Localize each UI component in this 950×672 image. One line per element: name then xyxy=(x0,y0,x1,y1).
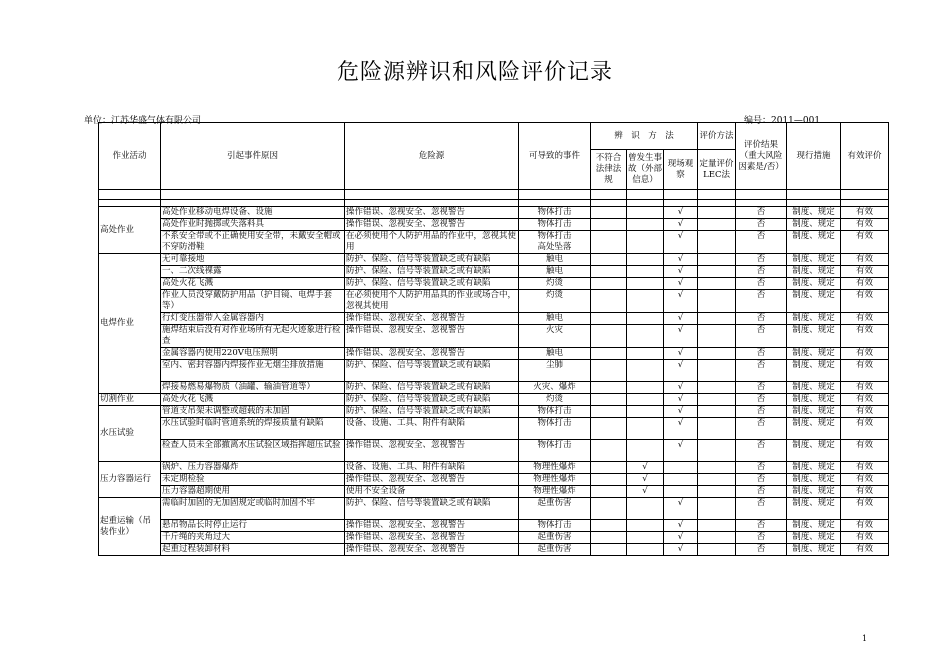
empty-cell xyxy=(698,406,736,418)
activity-cell: 高处作业 xyxy=(99,207,161,254)
empty-cell xyxy=(627,418,664,440)
measure-cell: 制度、规定 xyxy=(787,266,841,278)
measure-cell: 制度、规定 xyxy=(787,382,841,394)
empty-cell xyxy=(627,348,664,360)
hazard-cell: 操作错误、忽视安全、忽视警告 xyxy=(345,440,519,462)
eval-cell: 有效 xyxy=(841,532,889,544)
measure-cell: 制度、规定 xyxy=(787,406,841,418)
event-cell: 触电 xyxy=(519,266,591,278)
eval-cell: 有效 xyxy=(841,360,889,382)
measure-cell: 制度、规定 xyxy=(787,544,841,556)
hazard-cell: 操作错误、忽视安全、忽视警告 xyxy=(345,520,519,532)
measure-cell: 制度、规定 xyxy=(787,474,841,486)
cause-cell: 行灯变压器带入金属容器内 xyxy=(161,313,345,325)
hazard-cell: 在必须使用个人防护用品具的作业或场合中，忽视其使用 xyxy=(345,290,519,313)
empty-cell xyxy=(591,520,627,532)
event-cell: 物体打击 xyxy=(519,418,591,440)
cause-cell: 锅炉、压力容器爆炸 xyxy=(161,462,345,474)
cause-cell: 焊接易燃易爆物质（油罐、输油管道等） xyxy=(161,382,345,394)
result-cell: 否 xyxy=(736,278,787,290)
activity-cell: 水压试验 xyxy=(99,406,161,462)
check-mark: √ xyxy=(664,360,698,382)
cause-cell: 不系安全带或不正确使用安全带，未戴安全帽或不穿防滑鞋 xyxy=(161,231,345,254)
table-row xyxy=(99,313,889,325)
empty-cell xyxy=(591,207,627,219)
result-cell: 否 xyxy=(736,266,787,278)
result-cell: 否 xyxy=(736,313,787,325)
cause-cell: 未定期检验 xyxy=(161,474,345,486)
header-lec: 定量评价LEC法 xyxy=(698,150,736,190)
table-row xyxy=(99,440,889,462)
hazard-cell: 操作错误、忽视安全、忽视警告 xyxy=(345,325,519,348)
empty-cell xyxy=(698,325,736,348)
check-mark: √ xyxy=(664,440,698,462)
empty-cell xyxy=(591,440,627,462)
result-cell: 否 xyxy=(736,254,787,266)
empty-cell xyxy=(627,394,664,406)
empty-cell xyxy=(591,474,627,486)
event-cell: 灼烫 xyxy=(519,394,591,406)
hazard-cell: 操作错误、忽视安全、忽视警告 xyxy=(345,544,519,556)
result-cell: 否 xyxy=(736,231,787,254)
check-mark: √ xyxy=(664,418,698,440)
eval-cell: 有效 xyxy=(841,207,889,219)
result-cell: 否 xyxy=(736,440,787,462)
result-cell: 否 xyxy=(736,544,787,556)
event-cell: 尘肺 xyxy=(519,360,591,382)
check-mark: √ xyxy=(664,207,698,219)
eval-cell: 有效 xyxy=(841,290,889,313)
result-cell: 否 xyxy=(736,474,787,486)
hazard-cell: 操作错误、忽视安全、忽视警告 xyxy=(345,348,519,360)
table-row xyxy=(99,544,889,556)
event-cell: 物理性爆炸 xyxy=(519,462,591,474)
cause-cell: 施焊结束后没有对作业场所有无起火迹象进行检查 xyxy=(161,325,345,348)
header-method: 评价方法 xyxy=(698,123,736,150)
check-mark: √ xyxy=(664,266,698,278)
cause-cell: 管道支吊架未调整或超载的未加固 xyxy=(161,406,345,418)
header-activity: 作业活动 xyxy=(99,123,161,190)
activity-cell: 压力容器运行 xyxy=(99,462,161,498)
event-cell: 物体打击 xyxy=(519,219,591,231)
cause-cell: 高处作业时抛掷或失落料具 xyxy=(161,219,345,231)
measure-cell: 制度、规定 xyxy=(787,348,841,360)
check-mark: √ xyxy=(664,219,698,231)
hazard-cell: 防护、保险、信号等装置缺乏或有缺陷 xyxy=(345,394,519,406)
empty-cell xyxy=(698,486,736,498)
eval-cell: 有效 xyxy=(841,406,889,418)
eval-cell: 有效 xyxy=(841,382,889,394)
event-cell: 物理性爆炸 xyxy=(519,474,591,486)
document-number: 编号：2011—001 xyxy=(744,116,821,126)
hazard-cell: 操作错误、忽视安全、忽视警告 xyxy=(345,207,519,219)
hazard-cell: 操作错误、忽视安全、忽视警告 xyxy=(345,474,519,486)
cause-cell: 高处作业移动电焊设备、设施 xyxy=(161,207,345,219)
result-cell: 否 xyxy=(736,486,787,498)
check-mark: √ xyxy=(664,520,698,532)
table-row xyxy=(99,231,889,254)
table-row xyxy=(99,394,889,406)
check-mark: √ xyxy=(664,498,698,520)
empty-cell xyxy=(698,219,736,231)
empty-cell xyxy=(591,254,627,266)
event-cell: 物体打击 xyxy=(519,440,591,462)
table-row xyxy=(99,418,889,440)
check-mark: √ xyxy=(664,278,698,290)
hazard-cell: 设备、设施、工具、附件有缺陷 xyxy=(345,462,519,474)
hazard-cell: 防护、保险、信号等装置缺乏或有缺陷 xyxy=(345,278,519,290)
check-mark: √ xyxy=(664,394,698,406)
check-mark: √ xyxy=(664,325,698,348)
hazard-cell: 操作错误、忽视安全、忽视警告 xyxy=(345,313,519,325)
eval-cell: 有效 xyxy=(841,394,889,406)
table-row xyxy=(99,462,889,474)
table-body xyxy=(99,207,889,556)
unit-label: 单位：江苏华盛气体有限公司 xyxy=(84,116,202,126)
eval-cell: 有效 xyxy=(841,418,889,440)
measure-cell: 制度、规定 xyxy=(787,278,841,290)
table-row xyxy=(99,406,889,418)
check-mark: √ xyxy=(664,348,698,360)
result-cell: 否 xyxy=(736,325,787,348)
eval-cell: 有效 xyxy=(841,486,889,498)
empty-cell xyxy=(698,231,736,254)
result-cell: 否 xyxy=(736,394,787,406)
eval-cell: 有效 xyxy=(841,231,889,254)
measure-cell: 制度、规定 xyxy=(787,325,841,348)
empty-cell xyxy=(591,325,627,348)
event-cell: 触电 xyxy=(519,254,591,266)
check-mark: √ xyxy=(664,313,698,325)
cause-cell: 压力容器超期使用 xyxy=(161,486,345,498)
measure-cell: 制度、规定 xyxy=(787,520,841,532)
empty-cell xyxy=(664,474,698,486)
empty-cell xyxy=(591,266,627,278)
result-cell: 否 xyxy=(736,520,787,532)
event-cell: 物体打击 xyxy=(519,207,591,219)
empty-cell xyxy=(627,382,664,394)
event-cell: 火灾 xyxy=(519,325,591,348)
header-hazard: 危险源 xyxy=(345,123,519,190)
empty-cell xyxy=(698,498,736,520)
result-cell: 否 xyxy=(736,207,787,219)
header-sub3: 现场观察 xyxy=(664,150,698,190)
hazard-cell: 防护、保险、信号等装置缺乏或有缺陷 xyxy=(345,254,519,266)
empty-cell xyxy=(591,544,627,556)
empty-cell xyxy=(591,486,627,498)
empty-cell xyxy=(627,313,664,325)
header-sub2: 曾发生事故（外部信息） xyxy=(627,150,664,190)
page-title: 危险源辨识和风险评价记录 xyxy=(336,60,613,85)
table-row xyxy=(99,219,889,231)
empty-cell xyxy=(627,498,664,520)
cause-cell: 一、二次线裸露 xyxy=(161,266,345,278)
result-cell: 否 xyxy=(736,360,787,382)
event-cell: 火灾、爆炸 xyxy=(519,382,591,394)
event-cell: 起重伤害 xyxy=(519,544,591,556)
empty-cell xyxy=(591,394,627,406)
event-cell: 物体打击 xyxy=(519,520,591,532)
table-row xyxy=(99,360,889,382)
cause-cell: 作业人员没穿戴防护用品（护目镜、电焊手套等） xyxy=(161,290,345,313)
hazard-cell: 防护、保险、信号等装置缺乏或有缺陷 xyxy=(345,498,519,520)
header-cause: 引起事件原因 xyxy=(161,123,345,190)
measure-cell: 制度、规定 xyxy=(787,360,841,382)
result-cell: 否 xyxy=(736,382,787,394)
cause-cell: 室内、密封容器内焊接作业无烟尘排放措施 xyxy=(161,360,345,382)
cause-cell: 起重过程装卸材料 xyxy=(161,544,345,556)
activity-cell: 电焊作业 xyxy=(99,254,161,394)
cause-cell: 检查人员未全部撤离水压试验区域指挥超压试验 xyxy=(161,440,345,462)
event-cell: 物体打击 xyxy=(519,406,591,418)
measure-cell: 制度、规定 xyxy=(787,290,841,313)
result-cell: 否 xyxy=(736,498,787,520)
eval-cell: 有效 xyxy=(841,498,889,520)
table-row xyxy=(99,278,889,290)
measure-cell: 制度、规定 xyxy=(787,532,841,544)
table-row xyxy=(99,207,889,219)
event-cell: 触电 xyxy=(519,348,591,360)
eval-cell: 有效 xyxy=(841,313,889,325)
eval-cell: 有效 xyxy=(841,266,889,278)
empty-cell xyxy=(627,520,664,532)
header-identify: 辨 识 方 法 xyxy=(591,123,698,150)
result-cell: 否 xyxy=(736,406,787,418)
measure-cell: 制度、规定 xyxy=(787,231,841,254)
hazard-cell: 防护、保险、信号等装置缺乏或有缺陷 xyxy=(345,360,519,382)
empty-cell xyxy=(627,266,664,278)
empty-cell xyxy=(627,231,664,254)
empty-cell xyxy=(627,290,664,313)
empty-cell xyxy=(698,544,736,556)
table-row xyxy=(99,325,889,348)
eval-cell: 有效 xyxy=(841,278,889,290)
empty-cell xyxy=(591,313,627,325)
cause-cell: 高处火花飞溅 xyxy=(161,278,345,290)
table-row xyxy=(99,498,889,520)
empty-cell xyxy=(591,360,627,382)
result-cell: 否 xyxy=(736,418,787,440)
measure-cell: 制度、规定 xyxy=(787,486,841,498)
event-cell: 灼烫 xyxy=(519,290,591,313)
empty-cell xyxy=(627,360,664,382)
empty-cell xyxy=(591,382,627,394)
empty-cell xyxy=(698,418,736,440)
result-cell: 否 xyxy=(736,462,787,474)
header-result: 评价结果（重大风险因素是/否） xyxy=(736,123,787,190)
check-mark: √ xyxy=(627,486,664,498)
cause-cell: 无可靠接地 xyxy=(161,254,345,266)
hazard-cell: 防护、保险、信号等装置缺乏或有缺陷 xyxy=(345,406,519,418)
empty-cell xyxy=(627,325,664,348)
activity-cell: 起重运输（吊装作业） xyxy=(99,498,161,556)
measure-cell: 制度、规定 xyxy=(787,254,841,266)
check-mark: √ xyxy=(664,290,698,313)
empty-cell xyxy=(627,532,664,544)
hazard-cell: 设备、设施、工具、附件有缺陷 xyxy=(345,418,519,440)
hazard-cell: 在必须使用个人防护用品的作业中，忽视其使用 xyxy=(345,231,519,254)
event-cell: 灼烫 xyxy=(519,278,591,290)
table-row xyxy=(99,254,889,266)
check-mark: √ xyxy=(664,382,698,394)
table-row xyxy=(99,382,889,394)
measure-cell: 制度、规定 xyxy=(787,219,841,231)
activity-cell: 切割作业 xyxy=(99,394,161,406)
empty-cell xyxy=(698,360,736,382)
empty-cell xyxy=(698,313,736,325)
empty-cell xyxy=(698,254,736,266)
measure-cell: 制度、规定 xyxy=(787,207,841,219)
event-cell: 物理性爆炸 xyxy=(519,486,591,498)
table-row xyxy=(99,486,889,498)
event-cell: 起重伤害 xyxy=(519,532,591,544)
empty-cell xyxy=(664,486,698,498)
result-cell: 否 xyxy=(736,348,787,360)
empty-cell xyxy=(591,278,627,290)
empty-cell xyxy=(591,418,627,440)
table-row xyxy=(99,532,889,544)
eval-cell: 有效 xyxy=(841,474,889,486)
hazard-cell: 操作错误、忽视安全、忽视警告 xyxy=(345,532,519,544)
eval-cell: 有效 xyxy=(841,348,889,360)
measure-cell: 制度、规定 xyxy=(787,418,841,440)
empty-cell xyxy=(627,544,664,556)
hazard-cell: 防护、保险、信号等装置缺乏或有缺陷 xyxy=(345,382,519,394)
hazard-cell: 防护、保险、信号等装置缺乏或有缺陷 xyxy=(345,266,519,278)
hazard-cell: 操作错误、忽视安全、忽视警告 xyxy=(345,219,519,231)
table-row xyxy=(99,290,889,313)
empty-cell xyxy=(698,520,736,532)
header-eval: 有效评价 xyxy=(841,123,889,190)
check-mark: √ xyxy=(664,532,698,544)
check-mark: √ xyxy=(664,406,698,418)
empty-cell xyxy=(627,440,664,462)
eval-cell: 有效 xyxy=(841,520,889,532)
empty-cell xyxy=(591,532,627,544)
cause-cell: 高处火花飞溅 xyxy=(161,394,345,406)
empty-cell xyxy=(591,231,627,254)
eval-cell: 有效 xyxy=(841,440,889,462)
cause-cell: 水压试验时临时管道系统的焊接质量有缺陷 xyxy=(161,418,345,440)
empty-cell xyxy=(591,290,627,313)
eval-cell: 有效 xyxy=(841,544,889,556)
measure-cell: 制度、规定 xyxy=(787,313,841,325)
result-cell: 否 xyxy=(736,290,787,313)
event-cell: 起重伤害 xyxy=(519,498,591,520)
empty-cell xyxy=(698,290,736,313)
check-mark: √ xyxy=(664,544,698,556)
empty-cell xyxy=(591,406,627,418)
header-event: 可导致的事件 xyxy=(519,123,591,190)
empty-cell xyxy=(627,207,664,219)
result-cell: 否 xyxy=(736,532,787,544)
empty-cell xyxy=(627,254,664,266)
table-row xyxy=(99,474,889,486)
empty-cell xyxy=(591,219,627,231)
measure-cell: 制度、规定 xyxy=(787,462,841,474)
empty-cell xyxy=(698,532,736,544)
table-row xyxy=(99,520,889,532)
empty-cell xyxy=(698,474,736,486)
cause-cell: 金属容器内使用220V电压照明 xyxy=(161,348,345,360)
measure-cell: 制度、规定 xyxy=(787,394,841,406)
empty-cell xyxy=(698,207,736,219)
eval-cell: 有效 xyxy=(841,219,889,231)
check-mark: √ xyxy=(664,254,698,266)
empty-cell xyxy=(591,348,627,360)
empty-cell xyxy=(591,498,627,520)
cause-cell: 千斤绳的夹角过大 xyxy=(161,532,345,544)
empty-cell xyxy=(698,440,736,462)
empty-cell xyxy=(591,462,627,474)
empty-cell xyxy=(698,266,736,278)
empty-cell xyxy=(627,278,664,290)
eval-cell: 有效 xyxy=(841,325,889,348)
eval-cell: 有效 xyxy=(841,254,889,266)
empty-cell xyxy=(698,394,736,406)
empty-cell xyxy=(698,462,736,474)
table-row xyxy=(99,348,889,360)
empty-cell xyxy=(698,348,736,360)
eval-cell: 有效 xyxy=(841,462,889,474)
empty-cell xyxy=(627,406,664,418)
check-mark: √ xyxy=(627,462,664,474)
empty-cell xyxy=(698,278,736,290)
empty-cell xyxy=(698,382,736,394)
empty-cell xyxy=(627,219,664,231)
event-cell: 触电 xyxy=(519,313,591,325)
event-cell: 物体打击 高处坠落 xyxy=(519,231,591,254)
empty-cell xyxy=(664,462,698,474)
risk-table xyxy=(98,122,889,556)
check-mark: √ xyxy=(664,231,698,254)
cause-cell: 需临时加固的无加固规定或临时加固不牢 xyxy=(161,498,345,520)
header-sub1: 不符合法律法规 xyxy=(591,150,627,190)
measure-cell: 制度、规定 xyxy=(787,498,841,520)
table-row xyxy=(99,266,889,278)
measure-cell: 制度、规定 xyxy=(787,440,841,462)
hazard-cell: 使用不安全设备 xyxy=(345,486,519,498)
result-cell: 否 xyxy=(736,219,787,231)
check-mark: √ xyxy=(627,474,664,486)
cause-cell: 悬吊物品长时停止运行 xyxy=(161,520,345,532)
header-measure: 现行措施 xyxy=(787,123,841,190)
page-number: 1 xyxy=(862,634,868,643)
